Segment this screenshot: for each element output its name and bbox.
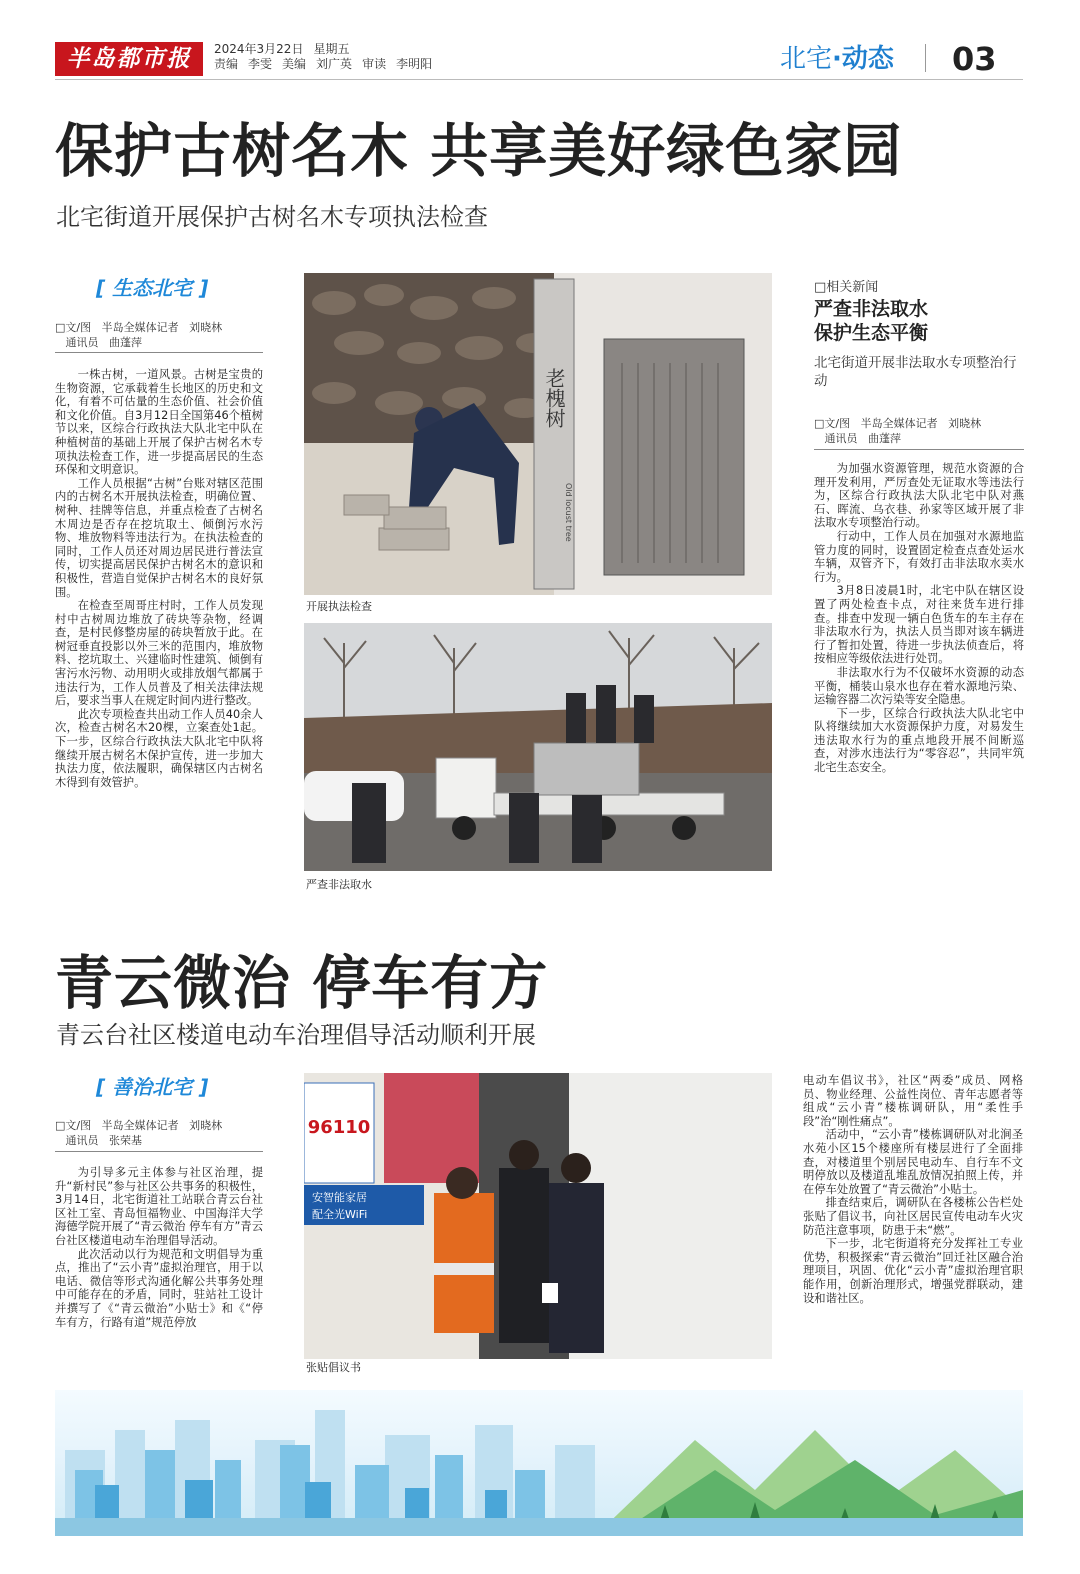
article2-headline: 青云微治 停车有方 xyxy=(55,949,549,1017)
article2-column-tag: [ 善治北宅 ] xyxy=(96,1075,209,1099)
poster-red xyxy=(384,1073,479,1183)
article2-body-right xyxy=(803,1074,1023,1305)
volunteers xyxy=(434,1140,604,1353)
sky xyxy=(304,623,772,718)
masthead-rule xyxy=(55,79,1023,80)
section-title: 北宅·动态 xyxy=(780,44,894,74)
posting-proposal-photo xyxy=(304,1073,772,1359)
water-inspection-illustration xyxy=(304,623,772,871)
posting-photo-caption: 张贴倡议书 xyxy=(306,1361,361,1374)
article1-headline: 保护古树名木 共享美好绿色家园 xyxy=(55,117,903,185)
article2-paragraph: 为引导多元主体参与社区治理，提升“新村民”参与社区公共事务的积极性，3月14日，北宅街道社工站联合青云台社区社工室、青岛恒福物业、中国海洋大学海德学院开展了“青云微治 停车有方”青云台社区楼道电动车治理倡导活动。 xyxy=(55,1166,263,1247)
issue-weekday: 星期五 xyxy=(313,42,350,56)
related-news-byline: □文/图 半岛全媒体记者 刘晓林 通讯员 曲蓬萍 xyxy=(814,417,982,445)
article2-paragraph-continued: 电动车倡议书》，社区“两委”成员、网格员、物业经理、公益性岗位、青年志愿者等组成“云小青”楼栋调研队，用“柔性手段”治“刚性痛点”。 xyxy=(803,1074,1023,1128)
article1-paragraph: 工作人员根据“古树”台账对辖区范围内的古树名木开展执法检查，明确位置、树种、挂牌等信息，并重点检查了古树名木周边是否存在挖坑取土、倾倒污水污物、堆放物料等违法行为。在执法检查的同时，工作人员还对周边居民进行普法宣传，切实提高居民保护古树名木的意识和积极性，营造自觉保护古树名木的良好氛围。 xyxy=(55,476,263,599)
ground-strip xyxy=(55,1518,1023,1536)
water-photo-caption: 严查非法取水 xyxy=(306,878,372,891)
article1-byline-rule xyxy=(55,352,263,353)
related-news-label: □相关新闻 xyxy=(814,280,879,295)
article1-column-tag: [ 生态北宅 ] xyxy=(96,276,209,300)
article1-paragraph: 一株古树，一道风景。古树是宝贵的生物资源，它承载着生长地区的历史和文化，有着不可估量的生态价值、社会价值和文化价值。自3月12日全国第46个植树节以来，区综合行政执法大队北宅中队在种植树苗的基础上开展了保护古树名木专项执法检查工作，进一步提高居民的生态环保和文明意识。 xyxy=(55,368,263,477)
issue-date: 2024年3月22日 xyxy=(214,42,304,56)
page-number-divider xyxy=(925,44,926,72)
inspection-photo-caption: 开展执法检查 xyxy=(306,600,372,613)
related-byline-rule xyxy=(814,449,1024,450)
poster-text-2: 配全光WiFi xyxy=(312,1208,368,1221)
stele-post xyxy=(534,279,574,589)
related-news-body xyxy=(814,462,1024,775)
article2-paragraph: 活动中，“云小青”楼栋调研队对北涧圣水苑小区15个楼座所有楼层进行了全面排查，对楼道里个别居民电动车、自行车不文明停放以及楼道乱堆乱放情况拍照上传，并在停车处放置了“青云微治”小贴士。 xyxy=(803,1128,1023,1196)
article2-byline-rule xyxy=(55,1151,263,1152)
related-paragraph: 为加强水资源管理，规范水资源的合理开发利用，严厉查处无证取水等违法行为，区综合行政执法大队北宅中队对燕石、晖流、乌衣巷、孙家等区域开展了非法取水专项整治行动。 xyxy=(814,462,1024,530)
poster-text-1: 安智能家居 xyxy=(312,1191,367,1204)
article2-byline: □文/图 半岛全媒体记者 刘晓林 通讯员 张荣基 xyxy=(55,1119,223,1147)
article1-body xyxy=(55,368,263,789)
related-news-subtitle: 北宅街道开展非法取水专项整治行动 xyxy=(814,355,1017,389)
article2-body-left xyxy=(55,1166,263,1329)
article2-paragraph: 下一步，北宅街道将充分发挥社工专业优势，积极探索“青云微治”回迁社区融合治理项目，巩固、优化“云小青”虚拟治理官职能作用，创新治理形式，增强党群联动，建设和谐社区。 xyxy=(803,1237,1023,1305)
stele-english: Old locust tree xyxy=(564,483,573,542)
editor-credits: 责编 李雯 美编 刘广英 审读 李明阳 xyxy=(214,57,433,71)
related-paragraph: 3月8日凌晨1时，北宅中队在辖区设置了两处检查卡点，对往来货车进行排查。排查中发现一辆白色货车的车主存在非法取水行为，执法人员当即对该车辆进行了暂扣处置，待进一步执法侦查后，将按相应等级依法进行处罚。 xyxy=(814,584,1024,666)
article1-subheadline: 北宅街道开展保护古树名木专项执法检查 xyxy=(56,203,488,231)
skyline-footer-illustration xyxy=(55,1390,1023,1536)
related-news-title: 严查非法取水 保护生态平衡 xyxy=(814,298,929,344)
article2-paragraph: 此次活动以行为规范和文明倡导为重点，推出了“云小青”虚拟治理官，用于以电话、微信等形式沟通化解公共事务处理中可能存在的矛盾，同时，驻站社工设计并撰写了《“青云微治”小贴士》和《“停车有方，行路有道”规范停放 xyxy=(55,1247,263,1329)
related-paragraph: 行动中，工作人员在加强对水源地监管力度的同时，设置固定检查点查处运水车辆，双管齐下，有效打击非法取水卖水行为。 xyxy=(814,529,1024,584)
issue-meta xyxy=(214,42,442,72)
skyline-graphic xyxy=(55,1390,1023,1536)
article1-paragraph: 此次专项检查共出动工作人员40余人次，检查古树名木20棵，立案查处1起。下一步，区综合行政执法大队北宅中队将继续开展古树名木保护宣传，进一步加大执法力度，依法履职，确保辖区内古树名木得到有效管护。 xyxy=(55,707,263,789)
newspaper-logo: 半岛都市报 xyxy=(55,42,203,76)
article1-byline: □文/图 半岛全媒体记者 刘晓林 通讯员 曲蓬萍 xyxy=(55,321,223,349)
inspection-scene-illustration xyxy=(304,273,772,595)
related-paragraph: 非法取水行为不仅破坏水资源的动态平衡，桶装山泉水也存在着水源地污染、运输容器二次污染等安全隐患。 xyxy=(814,665,1024,707)
water-inspection-photo xyxy=(304,623,772,871)
stele-title: 老槐树 xyxy=(542,368,566,428)
article2-subheadline: 青云台社区楼道电动车治理倡导活动顺利开展 xyxy=(56,1021,536,1049)
article1-paragraph: 在检查至周哥庄村时，工作人员发现村中古树周边堆放了砖块等杂物，经调查，是村民修整房屋的砖块暂放于此。在树冠垂直投影以外三米的范围内，堆放物料、挖坑取土、兴建临时性建筑、倾倒有害污水污物、动用明火或排放烟气都属于违法行为，工作人员普及了相关法律法规后，要求当事人在规定时间内进行整改。 xyxy=(55,599,263,708)
posting-scene-illustration xyxy=(304,1073,772,1359)
article2-paragraph: 排查结束后，调研队在各楼栋公告栏处张贴了倡议书，向社区居民宣传电动车火灾防范注意事项，防患于未“燃”。 xyxy=(803,1196,1023,1237)
page-number: 03 xyxy=(952,40,997,78)
related-paragraph: 下一步，区综合行政执法大队北宅中队将继续加大水资源保护力度，对易发生违法取水行为的重点地段开展不间断巡查，对涉水违法行为“零容忍”，共同牢筑北宅生态安全。 xyxy=(814,706,1024,775)
inscription-stone xyxy=(604,339,744,575)
poster-number: 96110 xyxy=(307,1117,371,1138)
inspection-photo xyxy=(304,273,772,595)
